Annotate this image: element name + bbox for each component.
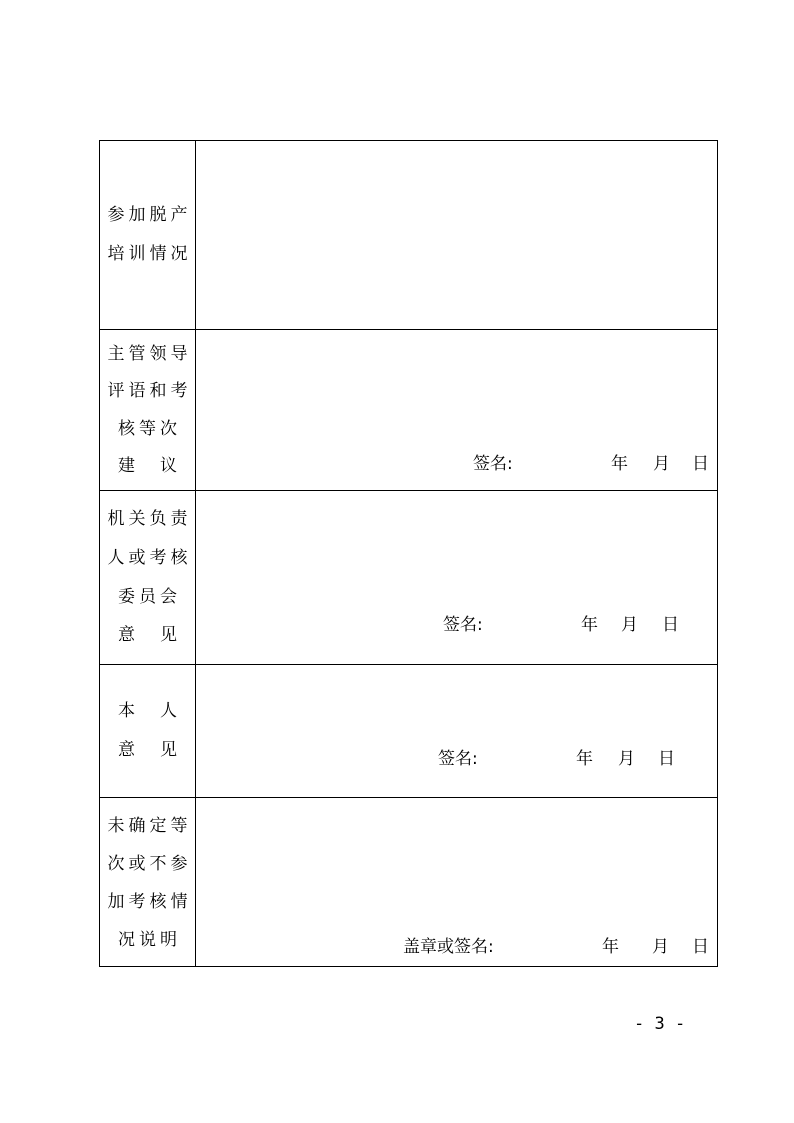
- personal-signature-label: 签名:: [438, 749, 478, 769]
- explanation-year-label: 年: [602, 937, 619, 957]
- supervisor-day-label: 日: [692, 454, 709, 474]
- supervisor-content-cell[interactable]: [196, 330, 717, 490]
- committee-signature-label: 签名:: [443, 615, 483, 635]
- personal-month-label: 月: [618, 749, 635, 769]
- supervisor-row: [100, 330, 717, 491]
- committee-year-label: 年: [581, 615, 598, 635]
- personal-opinion-label-line-2: 意 见: [118, 740, 181, 760]
- committee-row: [100, 491, 717, 665]
- explanation-day-label: 日: [692, 937, 709, 957]
- explanation-month-label: 月: [652, 937, 669, 957]
- committee-label-cell: [100, 491, 196, 664]
- committee-label-line-2: 人或考核: [107, 548, 192, 568]
- committee-day-label: 日: [662, 615, 679, 635]
- committee-label-line-1: 机关负责: [107, 509, 192, 529]
- committee-label-line-3: 委员会: [118, 587, 181, 607]
- supervisor-label-cell: [100, 330, 196, 490]
- personal-opinion-label-line-1: 本 人: [118, 701, 181, 721]
- training-label-line-2: 培训情况: [107, 244, 192, 264]
- personal-opinion-content-cell[interactable]: [196, 665, 717, 797]
- page-number: - 3 -: [634, 1014, 686, 1034]
- supervisor-month-label: 月: [653, 454, 670, 474]
- supervisor-signature-label: 签名:: [473, 454, 513, 474]
- supervisor-label-line-1: 主管领导: [107, 344, 192, 364]
- personal-opinion-label-cell: [100, 665, 196, 797]
- supervisor-label-line-2: 评语和考: [107, 381, 192, 401]
- committee-label-line-4: 意 见: [118, 625, 181, 645]
- explanation-label-line-1: 未确定等: [107, 816, 192, 836]
- committee-content-cell[interactable]: [196, 491, 717, 664]
- training-content-cell[interactable]: [196, 141, 717, 329]
- explanation-row: [100, 798, 717, 966]
- personal-year-label: 年: [576, 749, 593, 769]
- explanation-label-line-3: 加考核情: [107, 892, 192, 912]
- explanation-label-line-4: 况说明: [118, 930, 181, 950]
- training-label-cell: [100, 141, 196, 329]
- explanation-signature-label: 盖章或签名:: [403, 937, 494, 957]
- training-row: [100, 141, 717, 330]
- personal-opinion-row: [100, 665, 717, 798]
- supervisor-year-label: 年: [611, 454, 628, 474]
- explanation-label-cell: [100, 798, 196, 966]
- supervisor-label-line-3: 核等次: [118, 419, 181, 439]
- explanation-label-line-2: 次或不参: [107, 854, 192, 874]
- supervisor-label-line-4: 建 议: [118, 456, 181, 476]
- personal-day-label: 日: [658, 749, 675, 769]
- appraisal-form-table: [99, 140, 718, 967]
- training-label-line-1: 参加脱产: [107, 205, 192, 225]
- committee-month-label: 月: [621, 615, 638, 635]
